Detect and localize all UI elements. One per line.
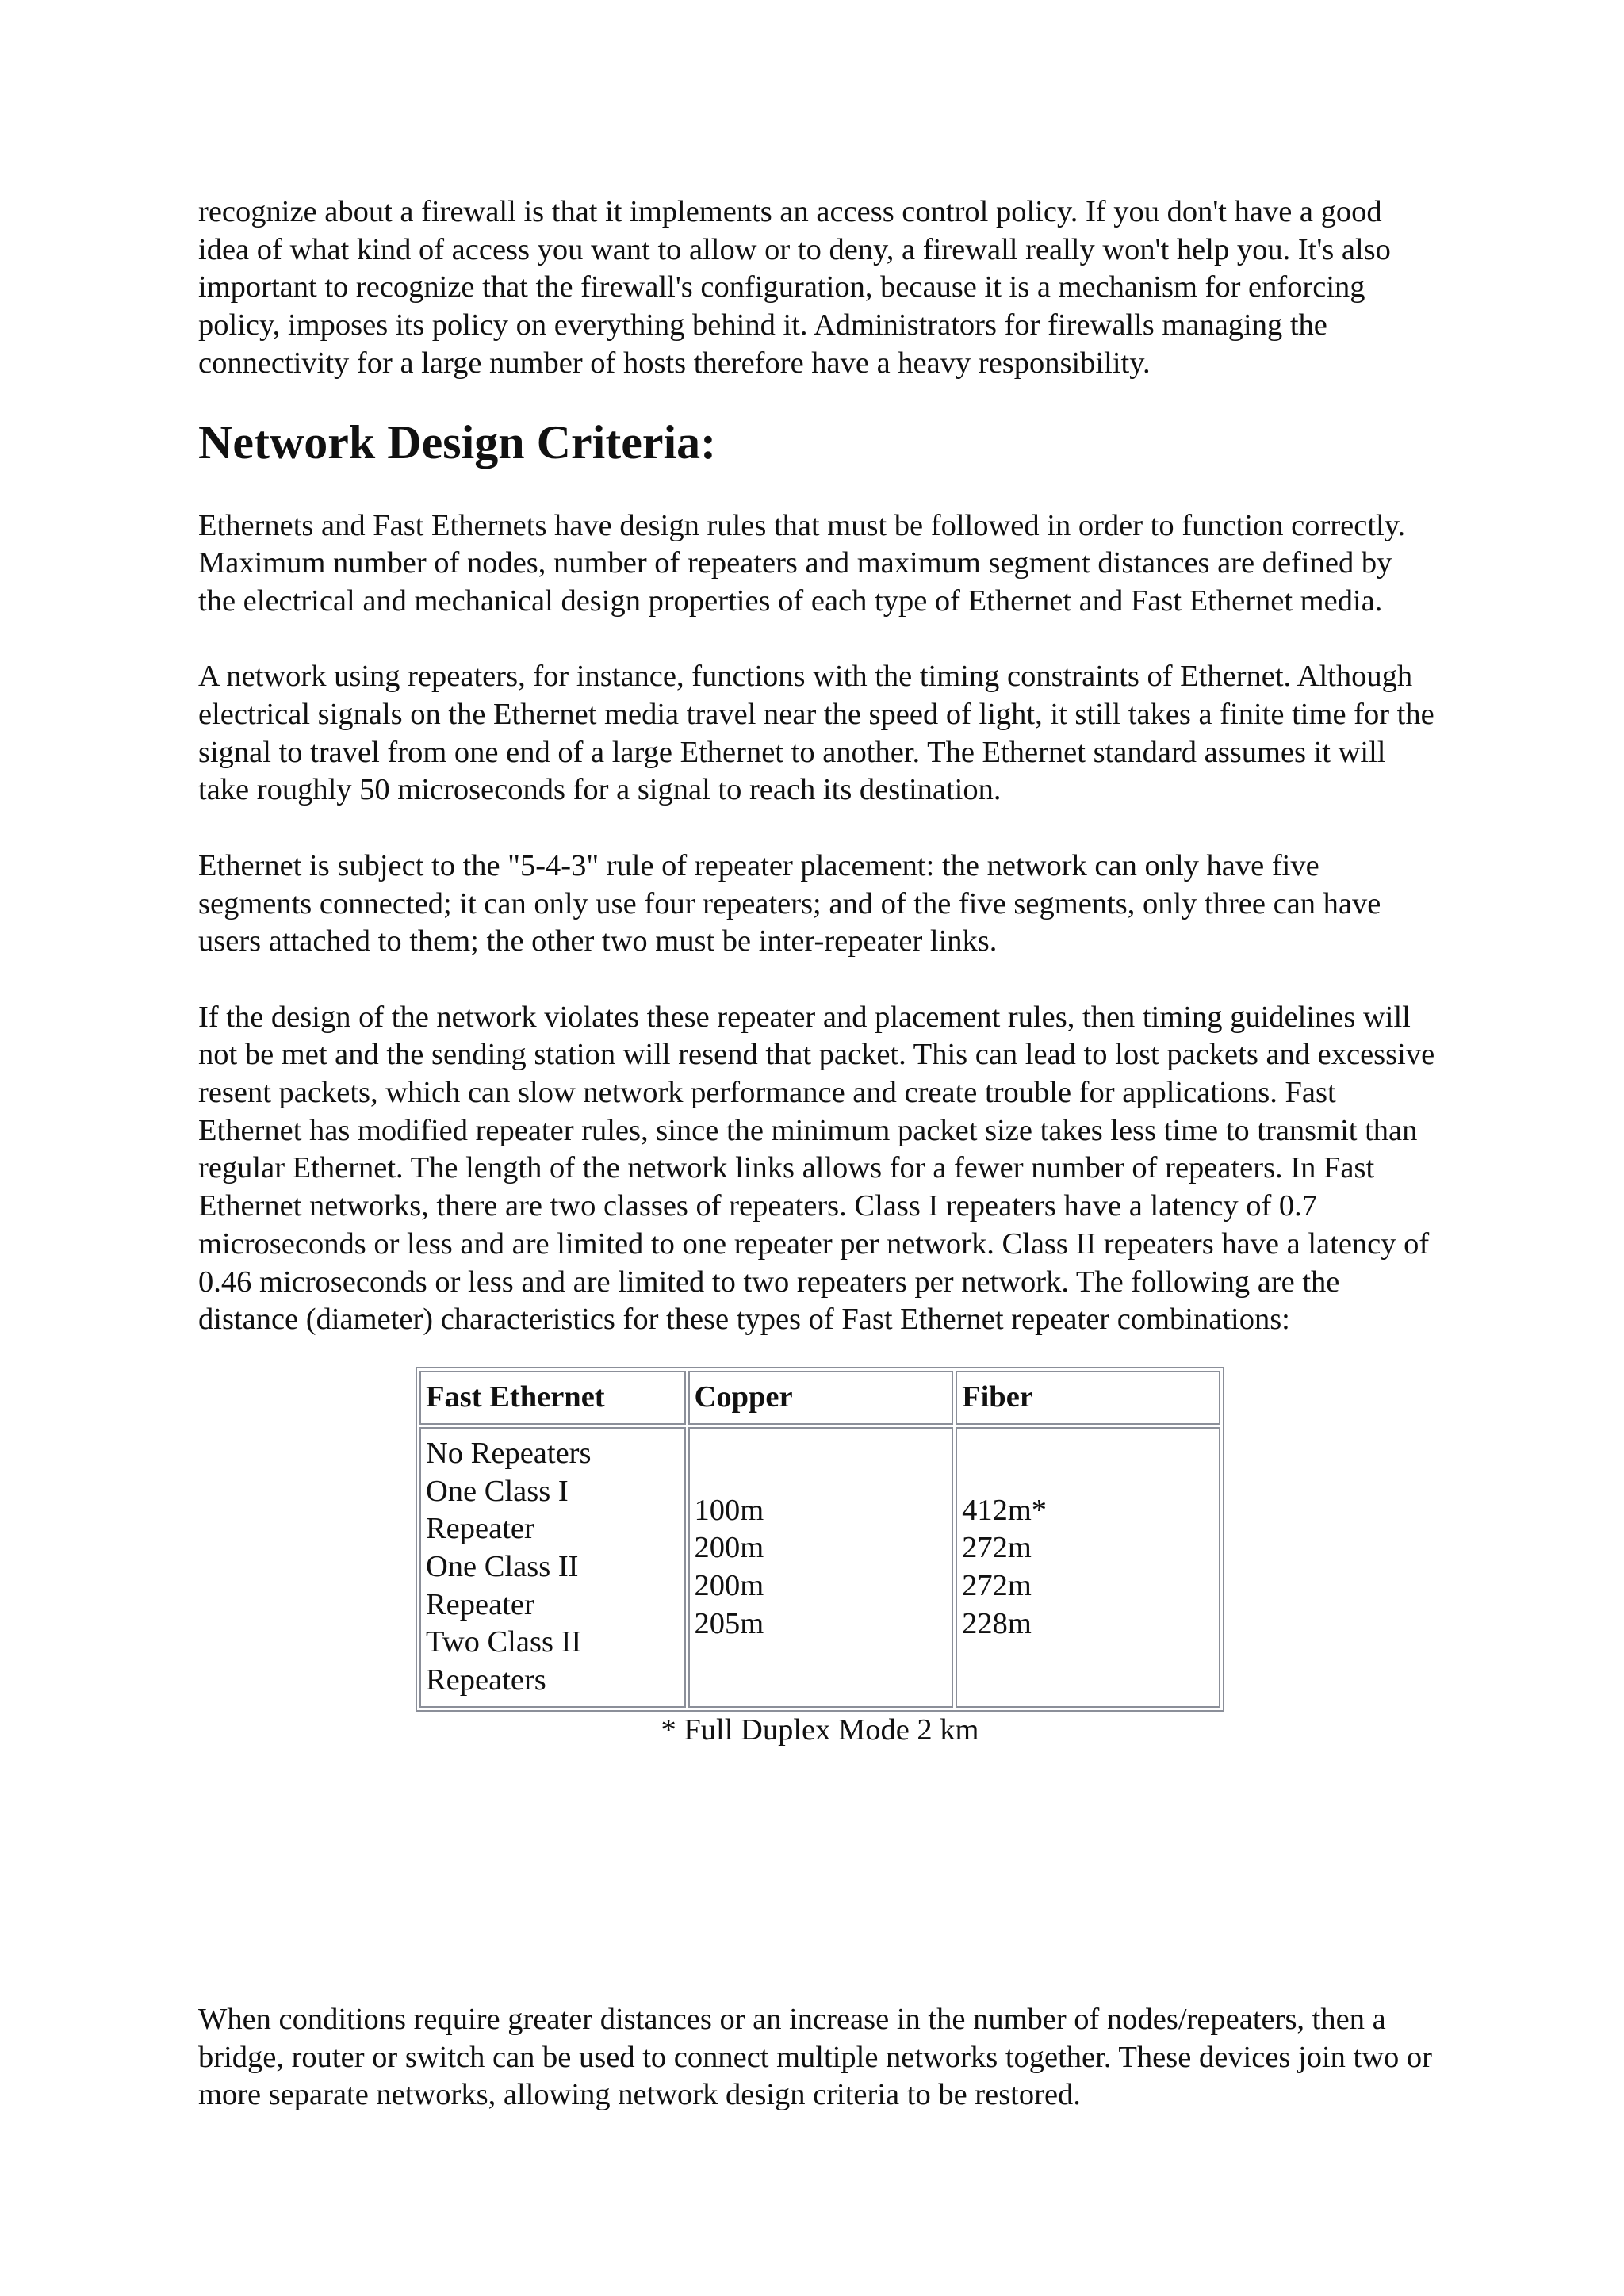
fiber-value: 272m [962,1568,1032,1602]
header-fast-ethernet: Fast Ethernet [419,1371,686,1425]
copper-value: 200m [694,1531,764,1565]
section-heading: Network Design Criteria: [198,415,717,469]
header-copper: Copper [688,1371,954,1425]
intro-paragraph: recognize about a firewall is that it implements an access control policy. If you don't have a good idea of what kind of access you want to allow or to deny, a firewall really won't help you. It's also important to recognize that the firewall's configuration, because it is a mechanism for enforcing policy, imposes its policy on everything behind it. Administrators for firewalls managing the connectivity for a large number of hosts therefore have a heavy responsibility. [198,195,1391,380]
copper-value: 200m [694,1568,764,1602]
copper-value: 205m [694,1606,764,1640]
copper-value: 100m [694,1493,764,1527]
config-line: One Class I [426,1474,569,1508]
header-fiber: Fiber [956,1371,1220,1425]
fiber-value: 272m [962,1531,1032,1565]
config-line: No Repeaters [426,1436,592,1470]
paragraph-bridges-routers: When conditions require greater distances or an increase in the number of nodes/repeaters, then a bridge, router or switch can be used to connect multiple networks together. These devices join two or more separate networks, allowing network design criteria to be restored. [198,2003,1432,2112]
config-line: Repeater [426,1587,534,1621]
paragraph-design-rules: Ethernets and Fast Ethernets have design rules that must be followed in order to function correctly. Maximum number of nodes, number of repeaters and maximum segment distances are defined by the electrical and mechanical design properties of each type of Ethernet and Fast Ethernet media. [198,508,1406,618]
table-footnote: * Full Duplex Mode 2 km [661,1712,979,1747]
paragraph-repeater-classes: If the design of the network violates these repeater and placement rules, then timing guidelines will not be met and the sending station will resend that packet. This can lead to lost packets and excessive resent packets, which can slow network performance and create trouble for applications. Fast Ethernet has modified repeater rules, since the minimum packet size takes less time to transmit than regular Ethernet. The length of the network links allows for a fewer number of repeaters. In Fast Ethernet networks, there are two classes of repeaters. Class I repeaters have a latency of 0.7 microseconds or less and are limited to one repeater per network. Class II repeaters have a latency of 0.46 microseconds or less and are limited to two repeaters per network. The following are the distance (diameter) characteristics for these types of Fast Ethernet repeater combinations: [198,1000,1435,1337]
config-line: One Class II [426,1550,579,1584]
copper-values-cell [688,1427,954,1708]
table-row [419,1427,1220,1708]
repeater-table-container [416,1367,1224,1750]
fiber-values-cell [956,1427,1220,1708]
fiber-value: 228m [962,1606,1032,1640]
config-line: Two Class II [426,1625,582,1659]
table-header-row [419,1371,1220,1425]
paragraph-timing: A network using repeaters, for instance, functions with the timing constraints of Ethernet. Although electrical signals on the Ethernet media travel near the speed of light, it still takes a finite time for the signal to travel from one end of a large Ethernet to another. The Ethernet standard assumes it will take roughly 50 microseconds for a signal to reach its destination. [198,660,1434,807]
document-page [198,193,1435,2112]
config-line: Repeater [426,1512,534,1546]
fiber-value: 412m* [962,1493,1048,1527]
repeater-distance-table [416,1367,1224,1712]
config-line: Repeaters [426,1663,546,1697]
paragraph-5-4-3-rule: Ethernet is subject to the "5-4-3" rule of repeater placement: the network can only have five segments connected; it can only use four repeaters; and of the five segments, only three can have users attached to them; the other two must be inter-repeater links. [198,848,1381,959]
repeater-config-cell [419,1427,686,1708]
